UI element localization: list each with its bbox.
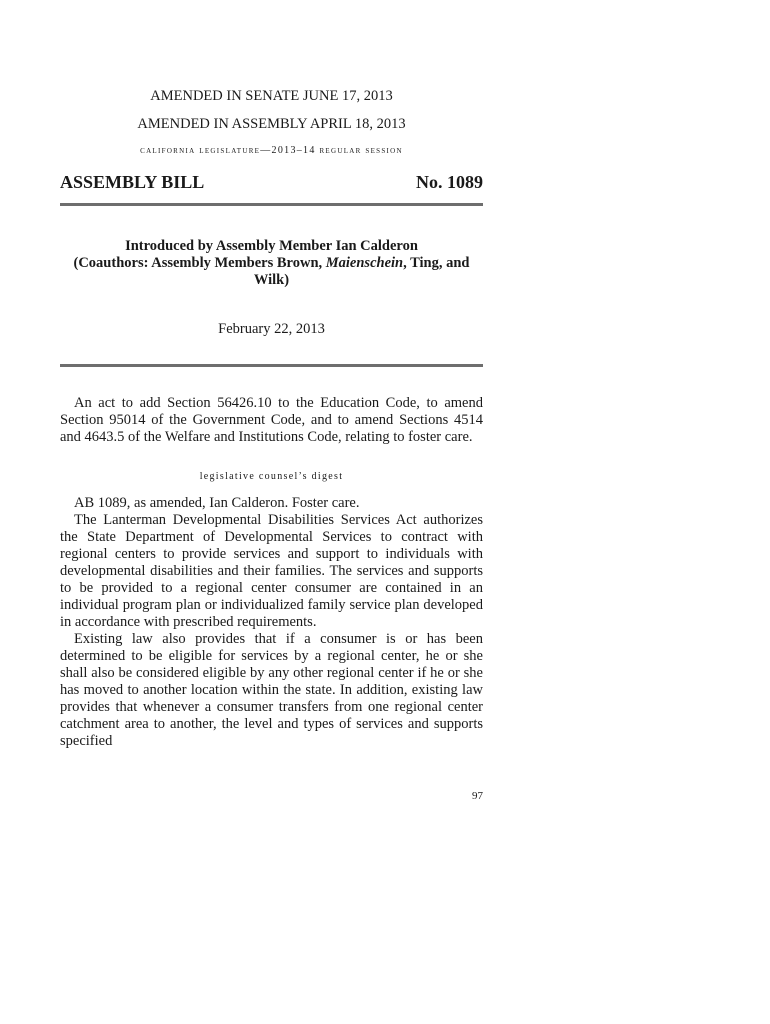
digest-paragraph: Existing law also provides that if a consumer is or has been determined to be eligible for services by a regional center, he or she shall also be considered eligible by any other regional center if he or she has moved to another location within the state. In addition, existing law provides that whenever a consumer transfers from one regional center catchment area to another, the level and types of services and supports specified — [60, 631, 483, 749]
bill-heading — [60, 172, 483, 198]
coauthors-suffix: , Ting, and Wilk) — [253, 255, 470, 288]
top-rule — [60, 203, 483, 206]
page-number: 97 — [472, 790, 483, 802]
amended-assembly-line: AMENDED IN ASSEMBLY APRIL 18, 2013 — [137, 116, 406, 132]
introduced-by-line: Introduced by Assembly Member Ian Calderon — [125, 238, 418, 254]
coauthors-prefix: (Coauthors: Assembly Members Brown, — [73, 255, 326, 271]
middle-rule — [60, 364, 483, 367]
bill-number: No. 1089 — [416, 172, 483, 192]
coauthor-italic: Maienschein — [325, 255, 404, 271]
amended-senate-line: AMENDED IN SENATE JUNE 17, 2013 — [150, 88, 393, 104]
digest-body — [60, 495, 483, 750]
act-description-text: An act to add Section 56426.10 to the Education Code, to amend Section 95014 of the Government Code, and to amend Sections 4514 and 4643.5 of the Welfare and Institutions Code, relating to foster care. — [60, 395, 483, 445]
session-line: california legislature—2013–14 regular session — [140, 145, 403, 156]
coauthors-line — [60, 255, 483, 289]
act-description — [60, 395, 483, 446]
digest-title: legislative counsel’s digest — [199, 471, 344, 482]
introduction-block — [60, 238, 483, 289]
introduction-date: February 22, 2013 — [218, 321, 325, 337]
digest-paragraph: AB 1089, as amended, Ian Calderon. Foster care. — [74, 495, 360, 511]
digest-paragraph: The Lanterman Developmental Disabilities Services Act authorizes the State Department of Developmental Services to contract with regional centers to provide services and support to individuals with developmental disabilities and their families. The services and supports to be provided to a regional center consumer are contained in an individual program plan or individualized family service plan developed in accordance with prescribed requirements. — [60, 512, 483, 630]
bill-type: ASSEMBLY BILL — [60, 172, 205, 192]
